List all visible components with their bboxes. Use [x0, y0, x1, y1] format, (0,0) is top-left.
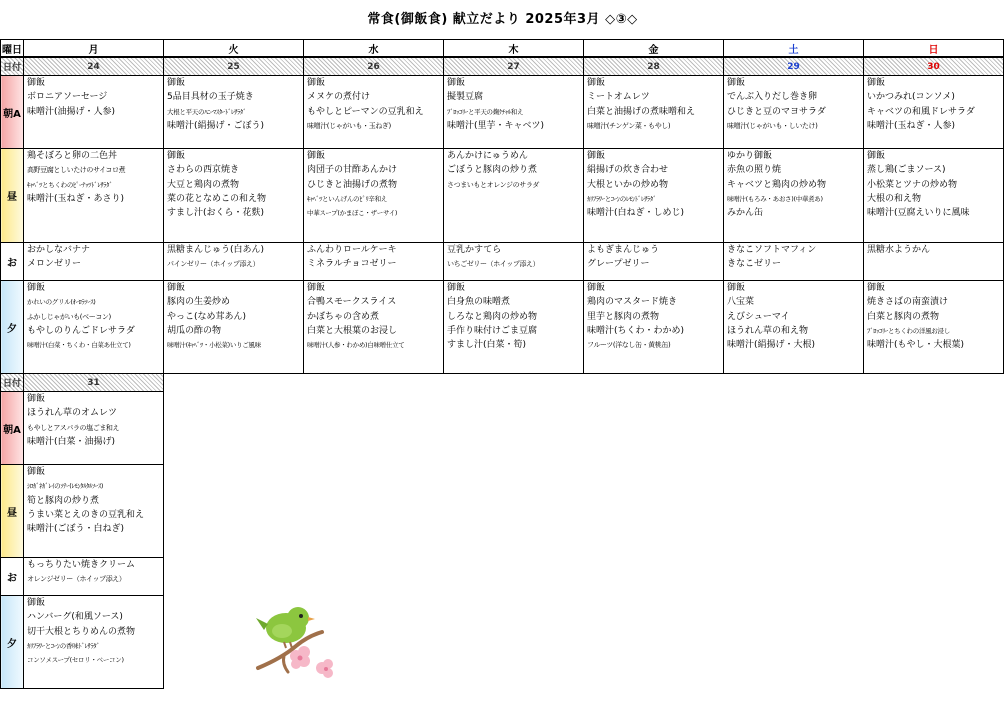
menu-item: 合鴨スモークスライス: [307, 297, 397, 308]
menu-item: キャベツの和風ドレサラダ: [867, 106, 975, 117]
menu-cell-snack: [584, 243, 724, 281]
menu-item: 菜の花となめこの和え物: [167, 193, 267, 204]
menu-cell-snack: [444, 243, 584, 281]
menu-item: 味噌汁(じゃがいも・しいたけ): [727, 121, 818, 130]
meal-label-lunch: 昼: [1, 465, 24, 558]
menu-cell-snack: [24, 558, 164, 596]
weekday-header: 水: [304, 40, 444, 58]
menu-item: もやしとアスパラの塩ごま和え: [27, 423, 120, 432]
menu-item: 味噌汁(玉ねぎ・あさり): [27, 193, 125, 204]
menu-item: 御飯: [27, 598, 46, 608]
menu-item: 味噌汁(里芋・キャベツ): [447, 120, 545, 131]
menu-item: 5品目具材の玉子焼き: [167, 92, 254, 103]
menu-item: 味噌汁(もろみ・あおさ)(中華煮あ): [727, 194, 823, 203]
menu-item: ﾌﾞﾛｯｺﾘｰとちくわの洋風お浸し: [867, 326, 950, 335]
menu-item: 白身魚の味噌煮: [447, 297, 511, 308]
menu-item: 絹揚げの炊き合わせ: [587, 165, 669, 176]
menu-item: 赤魚の照り焼: [727, 165, 782, 176]
date-cell: 24: [24, 57, 164, 76]
menu-item: 大豆と鶏肉の煮物: [167, 179, 240, 190]
menu-item: 黒糖水ようかん: [867, 245, 931, 255]
empty-area: [164, 392, 1004, 465]
menu-item: ひじきと豆のマヨサラダ: [727, 106, 826, 117]
menu-item: 味噌汁(人参・わかめ)白味噌仕立て: [307, 341, 405, 350]
menu-item: [447, 206, 583, 220]
menu-item: もっちりたい焼きクリーム: [27, 560, 136, 570]
menu-item: もやしとピーマンの豆乳和え: [307, 106, 424, 117]
menu-item: もやしのりんごドレサラダ: [27, 325, 135, 336]
menu-item: ミートオムレツ: [587, 92, 650, 103]
menu-cell-breakfast: [24, 76, 164, 149]
menu-item: 御飯: [27, 394, 46, 404]
menu-item: 味噌汁(玉ねぎ・人参): [867, 120, 956, 131]
menu-item: 擬製豆腐: [447, 92, 484, 103]
weekday-header: 金: [584, 40, 724, 58]
menu-item: 中華スープ(かまぼこ・ザーサイ): [307, 209, 398, 218]
menu-item: 御飯: [167, 283, 186, 293]
menu-item: かれいのグリル(ｵｰﾛﾗｿｰｽ): [27, 298, 96, 307]
weekday-header: 木: [444, 40, 584, 58]
menu-item: ミネラルチョコゼリー: [307, 259, 397, 270]
date-label: 日付: [1, 57, 24, 76]
menu-item: 白菜と大根葉のお浸し: [307, 325, 398, 336]
menu-item: 御飯: [587, 283, 606, 293]
menu-item: すまし汁(おくら・花麩): [167, 208, 265, 219]
menu-cell-lunch: [444, 149, 584, 243]
menu-item: 胡瓜の酢の物: [167, 325, 222, 336]
menu-item: [447, 192, 583, 206]
menu-item: [27, 206, 163, 220]
menu-item: きなこゼリー: [727, 259, 782, 270]
menu-cell-lunch: [724, 149, 864, 243]
menu-item: ｷｬﾍﾞﾂとちくわのﾋﾟｰﾅｯﾂﾄﾞﾚｻﾗﾀﾞ: [27, 180, 113, 189]
menu-item: 鶏肉のマスタード焼き: [587, 297, 678, 308]
menu-item: ｷｬﾍﾞﾂといんげんのﾋﾟﾘ辛和え: [307, 194, 388, 203]
empty-area: [164, 558, 1004, 596]
menu-cell-breakfast: [864, 76, 1004, 149]
empty-date-area: [164, 374, 1004, 392]
menu-cell-snack: [304, 243, 444, 281]
menu-item: さつまいもとオレンジのサラダ: [447, 180, 539, 189]
menu-item: [867, 257, 1003, 271]
menu-item: キャベツと鶏肉の炒め物: [727, 179, 827, 190]
menu-cell-breakfast: [724, 76, 864, 149]
weekday-header: 月: [24, 40, 164, 58]
menu-item: 御飯: [27, 78, 46, 88]
date-label: 日付: [1, 374, 24, 392]
menu-item: すまし汁(白菜・筍): [447, 340, 527, 351]
menu-item: ﾌﾞﾛｯｺﾘｰと平天の麹ｹﾁｬﾙ和え: [447, 107, 524, 116]
menu-item: 御飯: [27, 467, 46, 477]
menu-cell-snack: [24, 243, 164, 281]
meal-label-snack: お: [1, 558, 24, 596]
menu-item: ハンバーグ(和風ソース): [27, 612, 123, 623]
menu-item: ゆかり御飯: [727, 151, 773, 161]
meal-label-snack: お: [1, 243, 24, 281]
weekday-header: 土: [724, 40, 864, 58]
menu-item: ｶﾘﾌﾗﾜｰとｺｰﾝのﾚﾓﾝﾄﾞﾚｻﾗﾀﾞ: [587, 194, 657, 203]
menu-item: 御飯: [867, 78, 886, 88]
menu-item: 黒糖まんじゅう(白あん): [167, 245, 265, 255]
menu-item: 八宝菜: [727, 297, 755, 308]
menu-item: 味噌汁(もやし・大根葉): [867, 340, 965, 351]
menu-cell-dinner: [304, 281, 444, 374]
menu-cell-snack: [164, 243, 304, 281]
menu-item: 御飯: [447, 78, 466, 88]
menu-item: 白菜と油揚げの煮味噌和え: [587, 106, 696, 117]
menu-item: 白菜と豚肉の煮物: [867, 311, 940, 322]
menu-cell-breakfast: [304, 76, 444, 149]
menu-item: メロンゼリー: [27, 259, 82, 270]
menu-item: 味噌汁(チンゲン菜・もやし): [587, 121, 671, 130]
bird-illustration: [252, 598, 342, 684]
meal-label-breakfast: 朝A: [1, 76, 24, 149]
menu-item: 御飯: [307, 151, 326, 161]
weekday-corner: 曜日: [1, 40, 24, 58]
menu-item: えびシューマイ: [727, 311, 790, 322]
menu-item: グレープゼリー: [587, 259, 650, 270]
menu-cell-lunch: [864, 149, 1004, 243]
menu-cell-breakfast: [164, 76, 304, 149]
menu-cell-dinner: [724, 281, 864, 374]
menu-cell-dinner: [164, 281, 304, 374]
menu-item: ボロニアソーセージ: [27, 92, 108, 103]
menu-item: 味噌汁(油揚げ・人参): [27, 106, 116, 117]
menu-cell-dinner: [24, 281, 164, 374]
menu-item: 味噌汁(絹揚げ・ごぼう): [167, 120, 265, 131]
menu-cell-dinner: [24, 596, 164, 689]
date-cell: 30: [864, 57, 1004, 76]
menu-item: オレンジゼリー（ホイップ添え）: [27, 575, 126, 584]
menu-item: 御飯: [447, 283, 466, 293]
date-cell: 28: [584, 57, 724, 76]
menu-item: [27, 119, 163, 133]
menu-item: 味噌汁(豆腐えいりに風味: [867, 208, 970, 219]
menu-item: 手作り味付けごま豆腐: [447, 325, 538, 336]
menu-item: 御飯: [727, 78, 746, 88]
menu-item: 肉団子の甘酢あんかけ: [307, 165, 398, 176]
menu-item: 味噌汁(ごぼう・白ねぎ): [27, 524, 125, 535]
menu-item: 御飯: [587, 151, 606, 161]
menu-item: ｼﾛｶﾞﾈｶﾞﾚｲのｿﾃｰ(ﾚﾓﾝﾀﾙﾀﾙｿｰｽ): [27, 482, 104, 491]
menu-item: ひじきと油揚げの煮物: [307, 179, 398, 190]
menu-item: 味噌汁(絹揚げ・大根): [727, 340, 816, 351]
menu-item: 御飯: [867, 283, 886, 293]
menu-cell-lunch: [24, 149, 164, 243]
menu-item: ふんわりロールケーキ: [307, 245, 397, 255]
menu-item: みかん缶: [727, 208, 764, 219]
menu-item: 御飯: [587, 78, 606, 88]
menu-item: 御飯: [727, 283, 746, 293]
menu-item: 切干大根とちりめんの煮物: [27, 626, 136, 637]
menu-item: ふかしじゃがいも(ベーコン): [27, 312, 111, 321]
blossom: [290, 646, 333, 678]
menu-item: 御飯: [307, 283, 326, 293]
meal-label-dinner: 夕: [1, 596, 24, 689]
menu-item: あんかけにゅうめん: [447, 151, 528, 161]
menu-item: でんぶ入りだし巻き卵: [727, 92, 818, 103]
menu-item: 豚肉の生姜炒め: [167, 297, 231, 308]
menu-item: やっこ(なめ茸あん): [167, 311, 247, 322]
menu-item: パインゼリー（ホイップ添え）: [167, 260, 260, 269]
meal-label-lunch: 昼: [1, 149, 24, 243]
menu-item: うまい菜とえのきの豆乳和え: [27, 509, 145, 520]
menu-item: 高野豆腐としいたけのサイコロ煮: [27, 166, 126, 175]
meal-label-breakfast: 朝A: [1, 392, 24, 465]
menu-item: 里芋と豚肉の煮物: [587, 311, 660, 322]
menu-item: 御飯: [167, 78, 186, 88]
menu-item: 大根の和え物: [867, 193, 922, 204]
menu-item: ごぼうと豚肉の炒り煮: [447, 165, 538, 176]
menu-item: さわらの西京焼き: [167, 165, 240, 176]
menu-item: 大根と平天のﾊﾆｰﾏｽﾀｰﾄﾞﾚｻﾗﾀﾞ: [167, 107, 247, 116]
weekday-header: 火: [164, 40, 304, 58]
menu-cell-breakfast: [584, 76, 724, 149]
menu-item: メヌケの煮付け: [307, 92, 371, 103]
menu-item: 御飯: [307, 78, 326, 88]
menu-item: 大根といかの炒め物: [587, 179, 669, 190]
menu-table: [0, 39, 1004, 689]
menu-item: いかつみれ(コンソメ): [867, 92, 955, 103]
menu-cell-lunch: [164, 149, 304, 243]
date-cell: 26: [304, 57, 444, 76]
menu-item: 味噌汁(白ねぎ・しめじ): [587, 208, 685, 219]
menu-item: しろなと鶏肉の炒め物: [447, 311, 538, 322]
menu-cell-breakfast: [444, 76, 584, 149]
menu-item: 蒸し鶏(ごまソース): [867, 165, 946, 176]
date-cell: 29: [724, 57, 864, 76]
date-cell: 25: [164, 57, 304, 76]
weekday-header: 日: [864, 40, 1004, 58]
menu-item: ほうれん草のオムレツ: [27, 408, 118, 419]
date-cell: 27: [444, 57, 584, 76]
menu-cell-dinner: [864, 281, 1004, 374]
menu-cell-dinner: [444, 281, 584, 374]
menu-item: きなこソフトマフィン: [727, 245, 817, 255]
menu-cell-lunch: [304, 149, 444, 243]
empty-area: [164, 465, 1004, 558]
menu-item: フルーツ(洋なし缶・黄桃缶): [587, 341, 671, 350]
menu-cell-snack: [864, 243, 1004, 281]
menu-item: 焼きさばの南蛮漬け: [867, 297, 949, 308]
menu-item: 味噌汁(白菜・ちくわ・白菜あ仕立て): [27, 341, 131, 350]
menu-item: 豆乳かすてら: [447, 245, 502, 255]
menu-item: おかしなバナナ: [27, 245, 91, 255]
menu-item: 御飯: [867, 151, 886, 161]
bird: [256, 607, 315, 648]
menu-item: 御飯: [167, 151, 186, 161]
menu-item: よもぎまんじゅう: [587, 245, 660, 255]
menu-item: 鶏そぼろと卵の二色丼: [27, 151, 118, 161]
meal-label-dinner: 夕: [1, 281, 24, 374]
page-title: 常食(御飯食) 献立だより 2025年3月 ◇③◇: [367, 12, 638, 27]
menu-item: ほうれん草の和え物: [727, 325, 809, 336]
menu-cell-lunch: [24, 465, 164, 558]
menu-cell-dinner: [584, 281, 724, 374]
menu-item: かぼちゃの含め煮: [307, 311, 380, 322]
menu-item: 御飯: [27, 283, 46, 293]
menu-item: 味噌汁(ちくわ・わかめ): [587, 325, 685, 336]
menu-item: 味噌汁(じゃがいも・玉ねぎ): [307, 121, 391, 130]
menu-item: 味噌汁(白菜・油揚げ): [27, 436, 116, 447]
menu-cell-snack: [724, 243, 864, 281]
menu-item: いちごゼリー（ホイップ添え）: [447, 260, 540, 269]
menu-item: コンソメスープ(セロリ・ベーコン): [27, 656, 124, 665]
menu-item: 小松菜とツナの炒め物: [867, 179, 958, 190]
menu-cell-breakfast: [24, 392, 164, 465]
menu-item: 筍と豚肉の炒り煮: [27, 495, 100, 506]
menu-item: ｶﾘﾌﾗﾜｰとｺｰﾝの香味ﾄﾞﾚｻﾗﾀﾞ: [27, 641, 100, 650]
menu-cell-lunch: [584, 149, 724, 243]
date-cell: 31: [24, 374, 164, 392]
menu-item: 味噌汁(ｷｬﾍﾞﾂ・小松菜)いりご風味: [167, 341, 261, 350]
